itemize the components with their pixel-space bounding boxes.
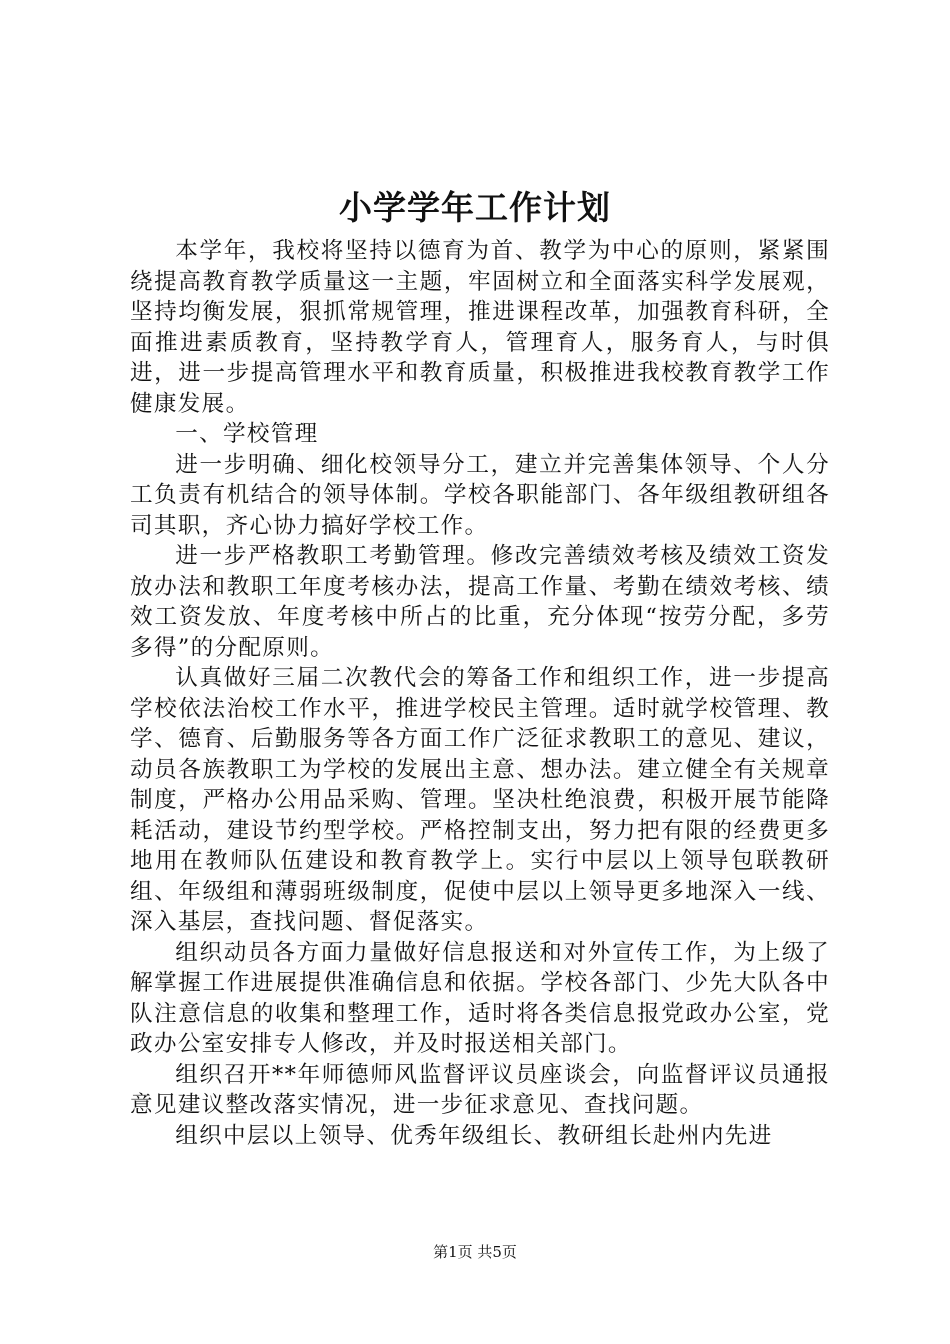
page-footer: 第1页 共5页: [433, 1243, 517, 1261]
document-title: 小学学年工作计划: [339, 188, 611, 227]
document-body: [130, 236, 830, 1151]
paragraph-information: 组织动员各方面力量做好信息报送和对外宣传工作，为上级了解掌握工作进展提供准确信息和依据。学校各部门、少先大队各中队注意信息的收集和整理工作，适时将各类信息报党政办公室，党政办公室安排专人修改，并及时报送相关部门。: [130, 939, 830, 1057]
paragraph-attendance: 进一步严格教职工考勤管理。修改完善绩效考核及绩效工资发放办法和教职工年度考核办法，提高工作量、考勤在绩效考核、绩效工资发放、年度考核中所占的比重，充分体现“按劳分配，多劳多得”的分配原则。: [130, 543, 830, 661]
section-heading-school-management: 一、学校管理: [175, 421, 319, 447]
paragraph-visit: 组织中层以上领导、优秀年级组长、教研组长赴州内先进: [175, 1122, 773, 1149]
paragraph-ethics-meeting: 组织召开**年师德师风监督评议员座谈会，向监督评议员通报意见建议整改落实情况，进一步征求意见、查找问题。: [130, 1061, 830, 1118]
paragraph-leadership: 进一步明确、细化校领导分工，建立并完善集体领导、个人分工负责有机结合的领导体制。学校各职能部门、各年级组教研组各司其职，齐心协力搞好学校工作。: [130, 451, 830, 539]
paragraph-congress: 认真做好三届二次教代会的筹备工作和组织工作，进一步提高学校依法治校工作水平，推进学校民主管理。适时就学校管理、教学、德育、后勤服务等各方面工作广泛征求教职工的意见、建议，动员各族教职工为学校的发展出主意、想办法。建立健全有关规章制度，严格办公用品采购、管理。坚决杜绝浪费，积极开展节能降耗活动，建设节约型学校。严格控制支出，努力把有限的经费更多地用在教师队伍建设和教育教学上。实行中层以上领导包联教研组、年级组和薄弱班级制度，促使中层以上领导更多地深入一线、深入基层，查找问题、督促落实。: [130, 665, 830, 935]
paragraph-intro: 本学年，我校将坚持以德育为首、教学为中心的原则，紧紧围绕提高教育教学质量这一主题，牢固树立和全面落实科学发展观，坚持均衡发展，狠抓常规管理，推进课程改革，加强教育科研，全面推进素质教育，坚持教学育人，管理育人，服务育人，与时俱进，进一步提高管理水平和教育质量，积极推进我校教育教学工作健康发展。: [130, 238, 830, 417]
